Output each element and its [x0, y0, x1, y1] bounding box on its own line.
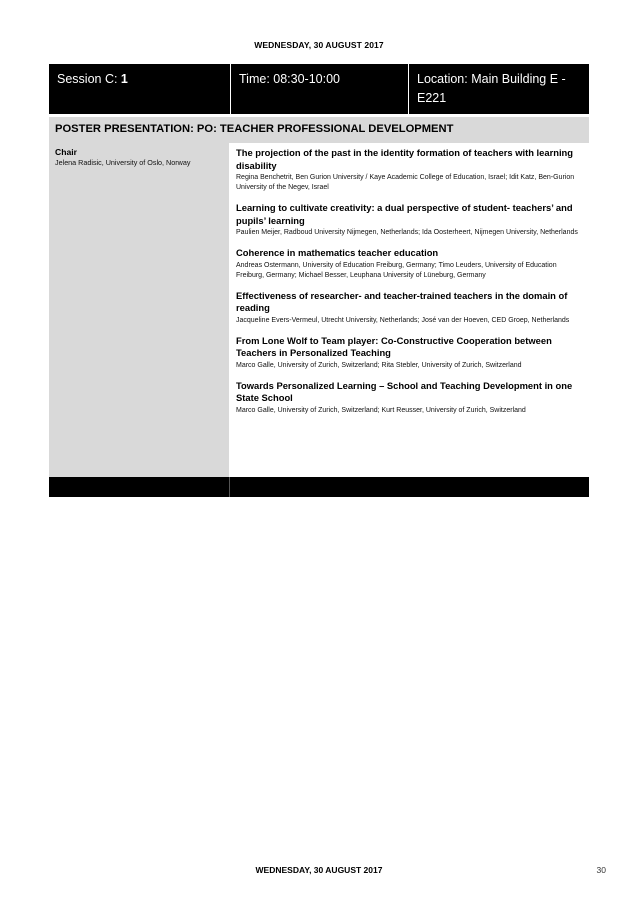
- paper-authors: Marco Galle, University of Zurich, Switzerland; Kurt Reusser, University of Zurich, Switzerland: [236, 406, 526, 414]
- page-footer-date: WEDNESDAY, 30 AUGUST 2017: [255, 865, 383, 875]
- paper-item: [236, 247, 585, 281]
- session-info-bar: [49, 64, 589, 114]
- paper-authors: Regina Benchetrit, Ben Gurion University / Kaye Academic College of Education, Israel; Idit Katz, Ben-Gurion University of the Negev, Israel: [236, 174, 575, 191]
- page-header-date: WEDNESDAY, 30 AUGUST 2017: [254, 40, 384, 50]
- page-number: 30: [596, 865, 606, 875]
- paper-authors: Paulien Meijer, Radboud University Nijmegen, Netherlands; Ida Oosterheert, Nijmegen University, Netherlands: [236, 229, 578, 236]
- paper-title: Towards Personalized Learning – School and Teaching Development in one State School: [236, 379, 573, 403]
- session-time: Time: 08:30-10:00: [231, 64, 409, 114]
- chair-column: [49, 143, 230, 477]
- paper-item: [236, 290, 585, 326]
- papers-column: [230, 143, 589, 477]
- paper-authors: Andreas Ostermann, University of Education Freiburg, Germany; Timo Leuders, University of Education Freiburg, Germany; Michael Besser, Leuphana University of Lüneburg, Germany: [236, 261, 557, 279]
- session-footer-bar: [49, 477, 589, 497]
- paper-title: From Lone Wolf to Team player: Co-Constructive Cooperation between Teachers in Personalized Teaching: [236, 334, 552, 358]
- chair-name: Jelena Radisic, University of Oslo, Norway: [55, 158, 191, 167]
- session-number: 1: [120, 72, 128, 86]
- paper-title: Effectiveness of researcher- and teacher-trained teachers in the domain of reading: [236, 289, 568, 313]
- paper-item: [236, 147, 585, 193]
- footer-bar-left: [49, 477, 230, 497]
- paper-title: Learning to cultivate creativity: a dual perspective of student- teachers’ and pupils’ learning: [236, 202, 573, 226]
- paper-item: [236, 335, 585, 371]
- session-title: POSTER PRESENTATION: PO: TEACHER PROFESSIONAL DEVELOPMENT: [49, 117, 589, 143]
- session-cell: [49, 64, 231, 114]
- paper-item: [236, 380, 585, 416]
- paper-item: [236, 202, 585, 238]
- chair-label: Chair: [55, 147, 77, 157]
- footer-bar-right: [230, 477, 589, 497]
- paper-authors: Jacqueline Evers-Vermeul, Utrecht University, Netherlands; José van der Hoeven, CED Groep, Netherlands: [236, 316, 570, 324]
- session-location: Location: Main Building E - E221: [417, 72, 566, 105]
- paper-title: The projection of the past in the identity formation of teachers with learning disability: [236, 147, 574, 171]
- paper-authors: Marco Galle, University of Zurich, Switzerland; Rita Stebler, University of Zurich, Switzerland: [236, 361, 522, 369]
- session-content: [49, 143, 589, 477]
- paper-title: Coherence in mathematics teacher education: [236, 247, 439, 258]
- session-label: Session C:: [57, 72, 121, 86]
